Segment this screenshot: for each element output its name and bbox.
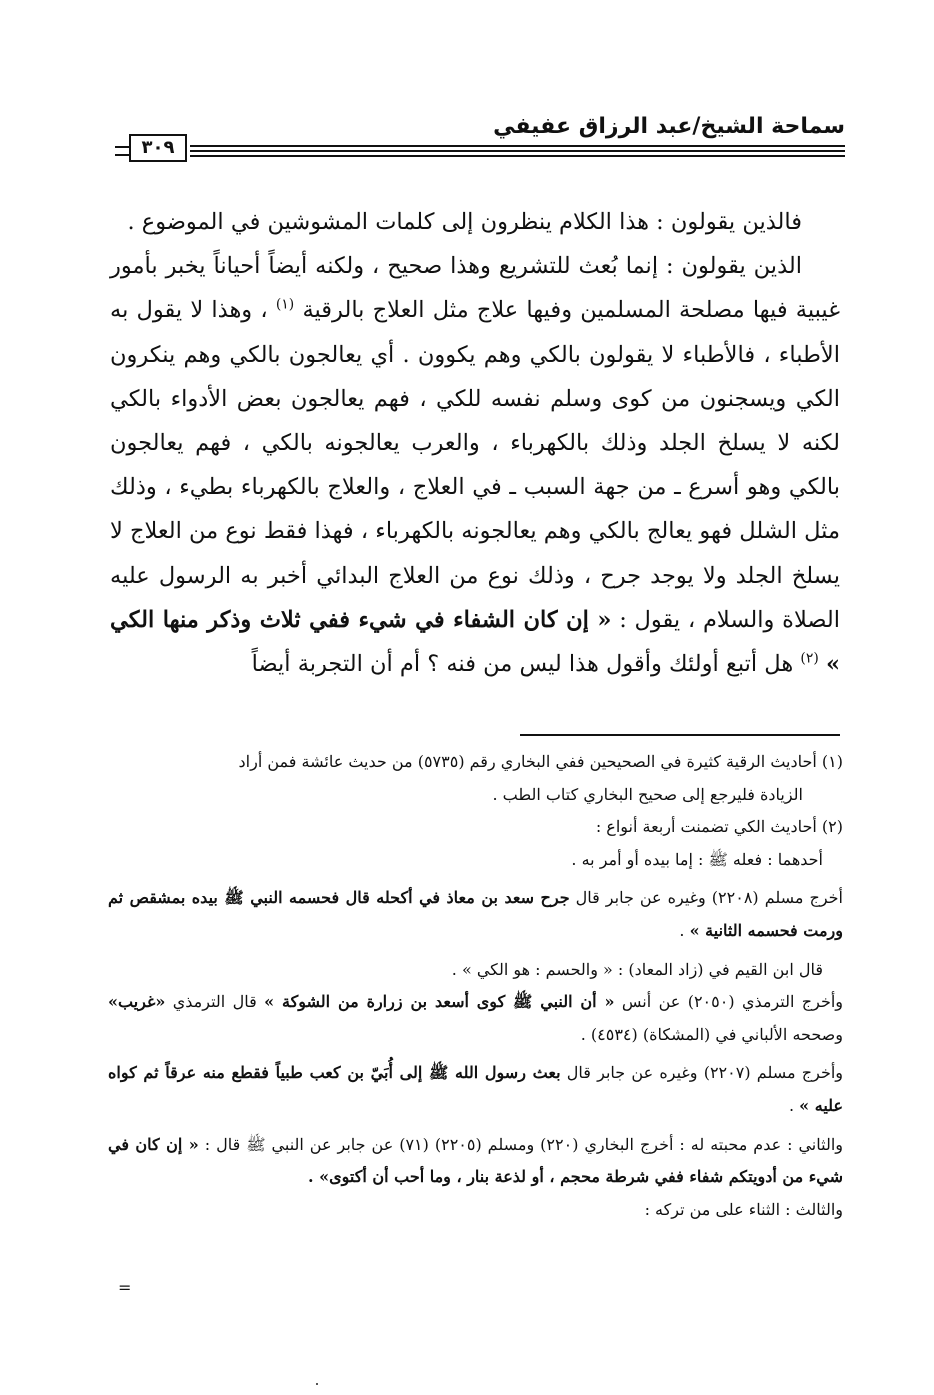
footnote-text: وأخرج الترمذي (٢٠٥٠) عن أنس <box>621 992 844 1012</box>
footnote-item <box>108 882 843 947</box>
footnote-2 <box>108 811 843 844</box>
footnote-item <box>108 986 843 1051</box>
hadith-quote: « إن كان الشفاء في شيء ففي ثلاث وذكر منها الكي » <box>110 606 840 678</box>
header-rule-left <box>115 146 129 148</box>
paragraph-text: ، وهذا لا يقول به الأطباء ، فالأطباء لا يقولون بالكي وهم يكوون . أي يعالجون بالكي وهم ينكرون الكي ويسجنون من كوى وسلم نفسه للكي ، فهم يعالجون بعض الأدواء بالكي لكنه لا يسلخ الجلد وذلك بالكهرباء ، والعرب يعالجونه بالكي ، فهم يعالجون بالكي وهو أسرع ـ من جهة السبب ـ في العلاج ، والعلاج بالكهرباء بطيء ، وذلك مثل الشلل فهو يعالج بالكي وهم يعالجونه بالكهرباء ، فهذا فقط نوع من العلاج لا يسلخ الجلد ولا يوجد جرح ، وذلك نوع من العلاج البدائي أخبر به الرسول عليه الصلاة والسلام ، يقول : <box>110 297 841 633</box>
continuation-mark: = <box>118 1278 132 1297</box>
hadith-quote: جرح سعد بن معاذ في أكحله قال فحسمه النبي ﷺ بيده بمشقص ثم ورمت فحسمه الثانية » <box>108 888 843 940</box>
header-rule <box>190 145 845 147</box>
paragraph-text: هل أتبع أولئك وأقول هذا ليس من فنه ؟ أم أن التجربة أيضاً <box>251 651 794 678</box>
footnote-text: (٢) أحاديث الكي تضمنت أربعة أنواع : <box>595 817 843 837</box>
footnote-item <box>108 1194 843 1227</box>
main-text <box>110 200 840 686</box>
footnote-item <box>108 844 843 877</box>
header-rule <box>190 150 845 152</box>
footnote-item <box>108 954 843 987</box>
book-title: سماحة الشيخ/عبد الرزاق عفيفي <box>493 114 845 139</box>
hadith-quote: « أن النبي ﷺ كوى أسعد بن زرارة من الشوكة » <box>264 992 615 1012</box>
footnote-item <box>108 1129 843 1194</box>
header-rule <box>190 155 845 157</box>
footnote-separator <box>520 734 840 736</box>
paragraph <box>110 200 840 244</box>
footnote-text: وصححه الألباني في (المشكاة) (٤٥٣٤) . <box>580 1024 843 1044</box>
hadith-quote: بعث رسول الله ﷺ إلى أُبَيّ بن كعب طبياً فقطع منه عرقاً ثم كواه عليه » <box>108 1063 843 1115</box>
footnote-text: الزيادة فليرجع إلى صحيح البخاري كتاب الطب . <box>492 784 803 804</box>
paragraph <box>110 244 840 686</box>
footnote-text: والثالث : الثناء على من تركه : <box>644 1199 843 1219</box>
footnote-ref: (١) <box>275 296 295 313</box>
footnote-text: . <box>679 920 685 940</box>
footnote-item <box>108 1057 843 1122</box>
header-rule-left <box>115 154 129 156</box>
footnote-text: أخرج مسلم (٢٢٠٨) وغيره عن جابر قال <box>575 888 844 908</box>
footnote-ref: (٢) <box>800 650 819 667</box>
footnote-text: والثاني : عدم محبته له : أخرج البخاري (٢٢٠) ومسلم (٢٢٠٥) (٧١) عن جابر عن النبي ﷺ <box>246 1134 844 1154</box>
paragraph-text: الذين يقولون : إنما بُعث للتشريع وهذا صحيح ، ولكنه أيضاً أحياناً يخبر بأمور غيبية فيها مصلحة المسلمين وفيها علاج مثل العلاج بالرقية <box>110 253 840 324</box>
footnote-text: وأخرج مسلم (٢٢٠٧) وغيره عن جابر قال <box>566 1063 844 1083</box>
footnote-1-cont <box>108 779 843 812</box>
page-header <box>115 112 845 162</box>
footnote-1 <box>108 746 843 779</box>
footnote-text: قال : <box>204 1134 241 1154</box>
footnote-text: . <box>788 1095 795 1115</box>
footnote-text: قال الترمذي <box>172 992 257 1012</box>
scan-speck <box>316 1383 318 1385</box>
footnotes <box>108 746 843 1226</box>
footnote-text: أحدهما : فعله ﷺ : إما بيده أو أمر به . <box>571 849 823 869</box>
footnote-text: (١) أحاديث الرقية كثيرة في الصحيحين ففي البخاري رقم (٥٧٣٥) من حديث عائشة فمن أراد <box>238 752 843 771</box>
footnote-text: قال ابن القيم في (زاد المعاد) : « والحسم : هو الكي » . <box>451 959 823 979</box>
hadith-quote: «غريب» <box>108 992 166 1012</box>
paragraph-text: فالذين يقولون : هذا الكلام ينظرون إلى كلمات المشوشين في الموضوع . <box>127 209 802 235</box>
hadith-quote: « إن كان في شيء من أدويتكم شفاء ففي شرطة محجم ، أو لذعة بنار ، وما أحب أن أكتوى» . <box>108 1134 843 1187</box>
page-number: ٣٠٩ <box>129 134 187 162</box>
